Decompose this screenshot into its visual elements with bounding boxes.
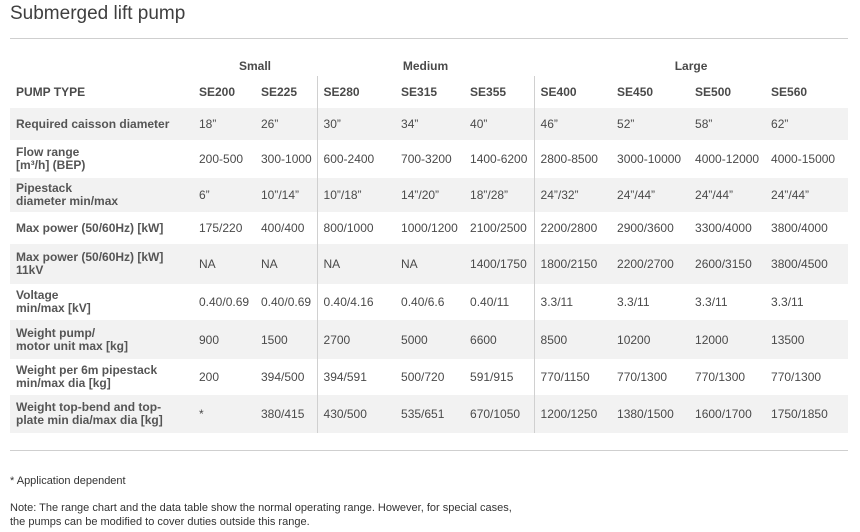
- table-cell: 58”: [689, 108, 765, 140]
- table-cell: 3800/4000: [771, 221, 828, 235]
- table-cell: 24”/32”: [534, 178, 611, 212]
- table-cell: NA: [255, 244, 317, 284]
- row-label: [10, 284, 193, 320]
- table-cell: 2900/3600: [617, 221, 674, 235]
- table-cell: NA: [193, 244, 255, 284]
- table-cell: 5000: [395, 320, 464, 359]
- footnote: * Application dependent: [10, 475, 126, 487]
- table-cell: 670/1050: [464, 395, 534, 433]
- group-empty-cell: [10, 55, 193, 76]
- column-header-pump-type: PUMP TYPE: [16, 85, 86, 99]
- table-cell: 1400-6200: [470, 152, 528, 166]
- table-cell: 2800-8500: [534, 140, 611, 178]
- range-note-line-2: the pumps can be modified to cover duties outside this range.: [10, 516, 310, 528]
- table-row: [10, 284, 848, 320]
- column-header-se315: SE315: [401, 85, 438, 99]
- row-label: [10, 395, 193, 433]
- row-label: [10, 140, 193, 178]
- pump-spec-table: [10, 55, 848, 433]
- table-row: [10, 178, 848, 212]
- table-cell: 400/400: [261, 221, 305, 235]
- table-cell: 3800/4500: [765, 244, 848, 284]
- table-cell: 12000: [689, 320, 765, 359]
- row-label-line: Weight pump/: [16, 325, 96, 340]
- table-cell: 1800/2150: [534, 244, 611, 284]
- table-cell: 13500: [765, 320, 848, 359]
- table-cell: NA: [317, 244, 395, 284]
- bottom-divider: [10, 450, 848, 451]
- table-cell: 62”: [765, 108, 848, 140]
- table-cell: 1400/1750: [464, 244, 534, 284]
- table-cell: 175/220: [199, 221, 243, 235]
- table-cell: 1750/1850: [765, 395, 848, 433]
- table-cell: 18”: [193, 108, 255, 140]
- row-label-line: Max power (50/60Hz) [kW]: [16, 220, 164, 235]
- group-large: Large: [674, 58, 708, 73]
- row-label: [10, 244, 193, 284]
- table-cell: 0.40/0.69: [261, 295, 312, 309]
- row-label: [10, 359, 193, 395]
- table-cell: 10”/14”: [255, 178, 317, 212]
- table-cell: 30”: [317, 108, 395, 140]
- table-cell: 200-500: [199, 152, 244, 166]
- table-cell: 1200/1250: [534, 395, 611, 433]
- table-cell: 4000-12000: [695, 152, 760, 166]
- table-cell: 34”: [395, 108, 464, 140]
- table-cell: 1000/1200: [401, 221, 458, 235]
- table-cell: 2600/3150: [689, 244, 765, 284]
- table-cell: 0.40/4.16: [317, 284, 395, 320]
- table-cell: 1600/1700: [689, 395, 765, 433]
- table-cell: 535/651: [395, 395, 464, 433]
- table-cell: 394/591: [317, 359, 395, 395]
- column-header-se500: SE500: [695, 85, 732, 99]
- row-label-line: plate min dia/max dia [kg]: [16, 413, 163, 427]
- page-title: Submerged lift pump: [10, 3, 186, 24]
- table-cell: 26”: [255, 108, 317, 140]
- table-cell: 52”: [611, 108, 689, 140]
- column-header-se200: SE200: [199, 85, 236, 99]
- table-cell: 800/1000: [317, 212, 395, 244]
- range-note: [10, 501, 610, 529]
- table-cell: 3.3/11: [695, 295, 728, 309]
- table-row: [10, 359, 848, 395]
- column-header-row: [10, 76, 848, 108]
- table-cell: 591/915: [470, 370, 514, 384]
- row-label-line: [m³/h] (BEP): [16, 158, 86, 172]
- row-label-line: Weight top-bend and top-: [16, 400, 162, 414]
- column-header-se560: SE560: [771, 85, 808, 99]
- table-cell: 1380/1500: [611, 395, 689, 433]
- table-cell: 394/500: [261, 370, 305, 384]
- table-cell: 3.3/11: [617, 295, 650, 309]
- table-cell: 6”: [193, 178, 255, 212]
- table-row: [10, 140, 848, 178]
- row-label-line: Flow range: [16, 145, 80, 159]
- table-cell: *: [193, 395, 255, 433]
- table-cell: 24”/44”: [611, 178, 689, 212]
- group-header-row: [10, 55, 848, 76]
- table-cell: 700-3200: [401, 152, 452, 166]
- table-cell: 430/500: [317, 395, 395, 433]
- table-cell: 24”/44”: [689, 178, 765, 212]
- row-label-line: min/max dia [kg]: [16, 376, 111, 390]
- table-cell: 3300/4000: [695, 221, 752, 235]
- column-header-se400: SE400: [534, 76, 611, 108]
- table-cell: 2700: [317, 320, 395, 359]
- table-cell: 0.40/0.69: [199, 295, 250, 309]
- table-cell: 40”: [464, 108, 534, 140]
- table-row: [10, 244, 848, 284]
- table-cell: 4000-15000: [771, 152, 836, 166]
- table-cell: 300-1000: [261, 152, 312, 166]
- table-cell: 10”/18”: [317, 178, 395, 212]
- row-label-line: 11kV: [16, 263, 44, 277]
- row-label: [10, 212, 193, 244]
- table-row: [10, 212, 848, 244]
- column-header-se280: SE280: [317, 76, 395, 108]
- table-cell: 770/1150: [534, 359, 611, 395]
- row-label-line: min/max [kV]: [16, 301, 91, 315]
- row-label-line: Required caisson diameter: [16, 116, 170, 131]
- table-cell: 500/720: [401, 370, 445, 384]
- row-label-line: Voltage: [16, 288, 59, 302]
- row-label-line: diameter min/max: [16, 194, 119, 208]
- row-label: [10, 178, 193, 212]
- table-cell: 8500: [534, 320, 611, 359]
- row-label: [10, 320, 193, 359]
- table-cell: 770/1300: [771, 370, 822, 384]
- table-cell: 24”/44”: [765, 178, 848, 212]
- table-cell: 380/415: [255, 395, 317, 433]
- table-cell: 900: [193, 320, 255, 359]
- table-cell: 2100/2500: [470, 221, 527, 235]
- range-note-line-1: Note: The range chart and the data table show the normal operating range. However, for special cases,: [10, 502, 512, 514]
- table-row: [10, 395, 848, 433]
- table-cell: 2200/2700: [611, 244, 689, 284]
- table-cell: 2200/2800: [534, 212, 611, 244]
- group-medium: Medium: [402, 58, 449, 73]
- table-cell: 10200: [611, 320, 689, 359]
- row-label-line: Weight per 6m pipestack: [16, 363, 158, 377]
- table-cell: NA: [395, 244, 464, 284]
- table-cell: 46”: [534, 108, 611, 140]
- table-cell: 1500: [255, 320, 317, 359]
- table-cell: 0.40/6.6: [401, 295, 445, 309]
- column-header-se450: SE450: [617, 85, 654, 99]
- table-cell: 6600: [464, 320, 534, 359]
- table-cell: 14”/20”: [395, 178, 464, 212]
- row-label-line: Pipestack: [16, 181, 73, 195]
- table-cell: 200: [199, 370, 220, 384]
- table-cell: 18”/28”: [464, 178, 534, 212]
- row-label: [10, 108, 193, 140]
- table-cell: 3.3/11: [534, 284, 611, 320]
- table-cell: 770/1300: [695, 370, 746, 384]
- column-header-se355: SE355: [470, 85, 507, 99]
- table-cell: 600-2400: [317, 140, 395, 178]
- table-row: [10, 108, 848, 140]
- row-label-line: Max power (50/60Hz) [kW]: [16, 250, 164, 264]
- table-cell: 3.3/11: [771, 295, 804, 309]
- table-cell: 3000-10000: [617, 152, 682, 166]
- row-label-line: motor unit max [kg]: [16, 338, 129, 353]
- table-cell: 770/1300: [617, 370, 668, 384]
- group-small: Small: [239, 58, 272, 73]
- table-cell: 0.40/11: [470, 295, 510, 309]
- table-row: [10, 320, 848, 359]
- column-header-se225: SE225: [261, 85, 298, 99]
- top-divider: [10, 38, 848, 39]
